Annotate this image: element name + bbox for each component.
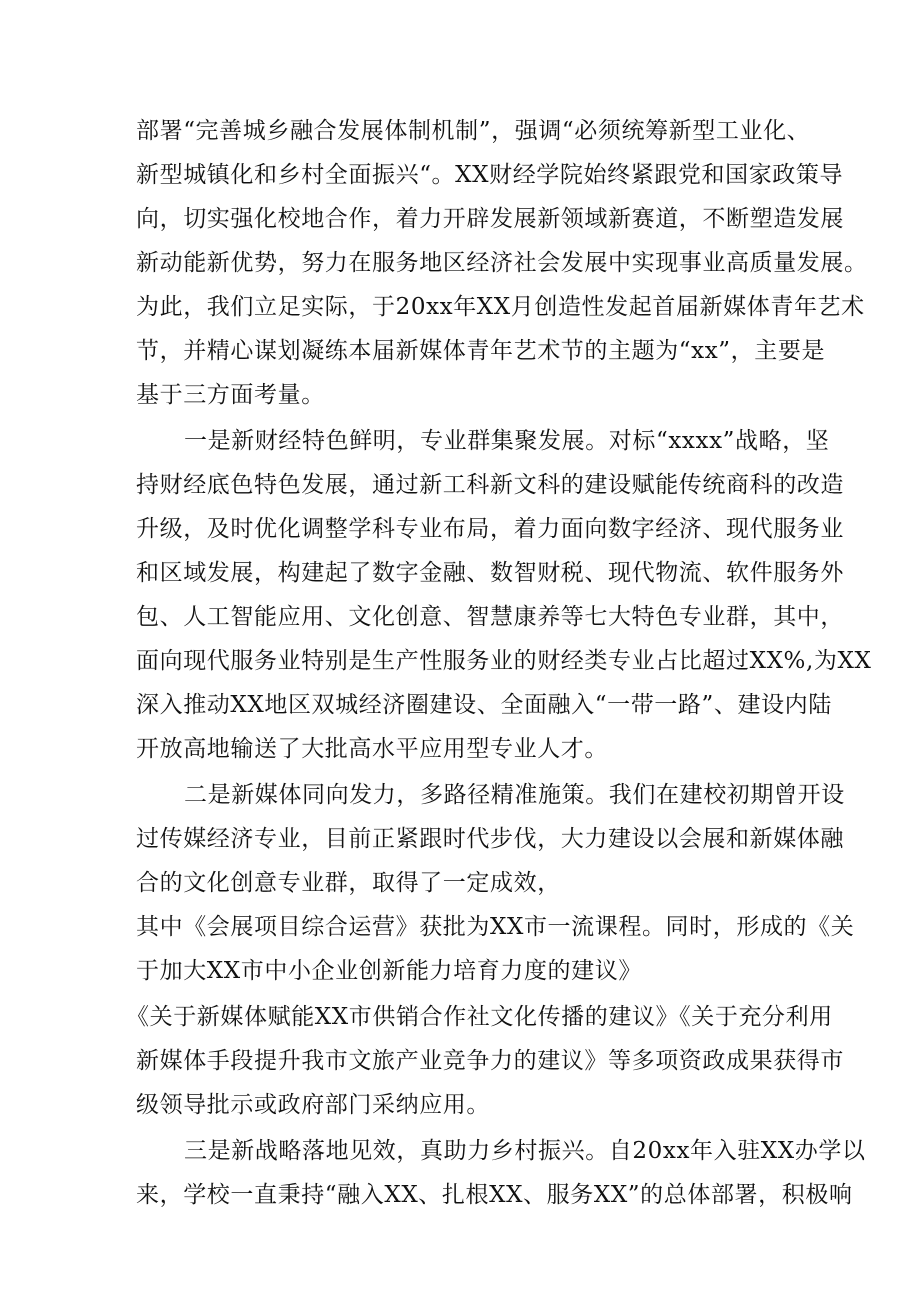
paragraph-1-line-6: 节，并精心谋划凝练本届新媒体青年艺术节的主题为“xx”，主要是 — [136, 338, 826, 364]
paragraph-3-line-6: 《关于新媒体赋能XX市供销合作社文化传播的建议》《关于充分利用 — [126, 1004, 833, 1030]
paragraph-3-line-2: 过传媒经济专业，目前正紧跟时代步伐，大力建设以会展和新媒体融 — [136, 826, 844, 852]
paragraph-1-line-5: 为此，我们立足实际，于20xx年XX月创造性发起首届新媒体青年艺术 — [136, 294, 865, 320]
paragraph-2-line-8: 开放高地输送了大批高水平应用型专业人才。 — [136, 736, 608, 762]
paragraph-2-line-7: 深入推动XX地区双城经济圈建设、全面融入“一带一路”、建设内陆 — [136, 692, 832, 718]
paragraph-2-line-5: 包、人工智能应用、文化创意、智慧康养等七大特色专业群，其中， — [136, 604, 844, 630]
paragraph-3-line-3: 合的文化创意专业群，取得了一定成效， — [136, 870, 561, 896]
paragraph-3-line-1: 二是新媒体同向发力，多路径精准施策。我们在建校初期曾开设 — [184, 782, 845, 808]
paragraph-3-line-8: 级领导批示或政府部门采纳应用。 — [136, 1092, 490, 1118]
paragraph-1-line-2: 新型城镇化和乡村全面振兴“。XX财经学院始终紧跟党和国家政策导 — [136, 162, 844, 188]
paragraph-3-line-4: 其中《会展项目综合运营》获批为XX市一流课程。同时，形成的《关 — [136, 914, 855, 940]
paragraph-1-line-3: 向，切实强化校地合作，着力开辟发展新领域新赛道，不断塑造发展 — [136, 206, 844, 232]
paragraph-2-line-6: 面向现代服务业特别是生产性服务业的财经类专业占比超过XX%,为XX — [136, 648, 872, 674]
paragraph-1-line-4: 新动能新优势，努力在服务地区经济社会发展中实现事业高质量发展。 — [136, 250, 868, 276]
paragraph-4-line-1: 三是新战略落地见效，真助力乡村振兴。自20xx年入驻XX办学以 — [184, 1138, 866, 1164]
paragraph-4-line-2: 来，学校一直秉持“融入XX、扎根XX、服务XX”的总体部署，积极响 — [136, 1182, 853, 1208]
paragraph-3-line-7: 新媒体手段提升我市文旅产业竞争力的建议》等多项资政成果获得市 — [136, 1048, 844, 1074]
paragraph-1-line-1: 部署“完善城乡融合发展体制机制”，强调“必须统筹新型工业化、 — [136, 118, 811, 144]
paragraph-2-line-1: 一是新财经特色鲜明，专业群集聚发展。对标“xxxx”战略，坚 — [184, 428, 830, 454]
paragraph-2-line-2: 持财经底色特色发展，通过新工科新文科的建设赋能传统商科的改造 — [136, 472, 844, 498]
paragraph-2-line-3: 升级，及时优化调整学科专业布局，着力面向数字经济、现代服务业 — [136, 516, 844, 542]
paragraph-1-line-7: 基于三方面考量。 — [136, 382, 325, 408]
paragraph-3-line-5: 于加大XX市中小企业创新能力培育力度的建议》 — [136, 958, 642, 984]
paragraph-2-line-4: 和区域发展，构建起了数字金融、数智财税、现代物流、软件服务外 — [136, 560, 844, 586]
